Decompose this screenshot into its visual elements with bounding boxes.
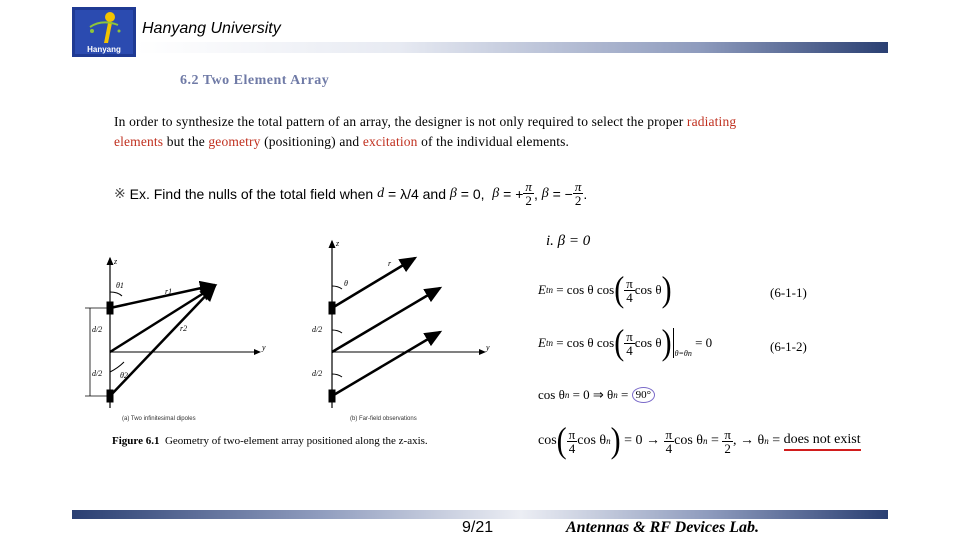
example-frac-1: $\frac{\pi}{2}$ — [525, 179, 532, 208]
figure-caption — [112, 435, 428, 447]
label-theta2: θ2 — [120, 371, 128, 380]
intro-paragraph — [114, 112, 854, 152]
label-r1: r1 — [165, 287, 173, 296]
label-z-b: z — [336, 239, 340, 248]
header-bar — [136, 42, 888, 53]
example-text-2: = λ/4 and — [384, 185, 450, 202]
logo-text: Hanyang — [87, 45, 121, 54]
para-text-4: of the individual elements. — [417, 134, 570, 149]
para-text-3: (positioning) and — [260, 134, 363, 149]
figure-b — [329, 241, 485, 408]
example-text-3: = 0, — [456, 185, 493, 202]
equation-1-number: (6-1-1) — [770, 285, 807, 300]
para-elements: elements — [114, 134, 164, 149]
label-z-a: z — [114, 257, 118, 266]
label-d2-d: d/2 — [312, 369, 323, 378]
example-comma: , — [533, 185, 542, 202]
example-text-5: = − — [548, 185, 573, 202]
para-geometry: geometry — [208, 134, 261, 149]
university-logo — [72, 7, 136, 57]
footer-bar — [72, 510, 888, 519]
equation-1: E tn = cos θ cos ( $\frac{\pi}{4}$ cos θ ) — [538, 269, 672, 310]
label-d2-a: d/2 — [92, 325, 103, 334]
para-excitation: excitation — [362, 134, 418, 149]
reference-mark: ※ — [114, 185, 126, 201]
lab-name: Antennas & RF Devices Lab. — [566, 519, 760, 536]
example-beta-3: β — [541, 185, 549, 201]
label-d2-c: d/2 — [312, 325, 323, 334]
slide-title: 6.2 Two Element Array — [180, 73, 330, 88]
subcaption-b: (b) Far-field observations — [350, 416, 417, 422]
label-d2-b: d/2 — [92, 369, 103, 378]
logo-graphic — [72, 7, 136, 57]
figure-a — [85, 258, 260, 408]
case-label: i. β = 0 — [546, 233, 591, 249]
university-name: Hanyang University — [142, 20, 281, 37]
ninety-degree-circle: 90° — [632, 387, 655, 403]
example-line — [114, 180, 587, 207]
does-not-exist-result: does not exist — [784, 432, 861, 451]
example-d: d — [377, 185, 385, 201]
label-r-b: r — [388, 259, 392, 268]
example-end: . — [583, 185, 588, 202]
figure-6-1 — [80, 236, 500, 426]
equation-4: cos ( $\frac{\pi}{4}$ cos θ n ) = 0 → $\frac{\pi}{4}$ cos θ n = $\frac{\pi}{2}$ , → θ n = does not exist — [538, 420, 861, 461]
label-r2: r2 — [180, 324, 188, 333]
para-radiating: radiating — [686, 114, 737, 129]
caption-bold: Figure 6.1 — [112, 435, 160, 447]
label-y-b: y — [486, 343, 490, 352]
example-text-4: = + — [499, 185, 524, 202]
label-y-a: y — [262, 343, 266, 352]
geometry-figure — [80, 236, 500, 426]
equation-2-number: (6-1-2) — [770, 339, 807, 354]
caption-text: Geometry of two-element array positioned along the z-axis. — [159, 435, 428, 447]
equation-2: E tn = cos θ cos ( $\frac{\pi}{4}$ cos θ ) $_{\theta=\theta n}$ = 0 — [538, 322, 713, 363]
para-text-2: but the — [163, 134, 209, 149]
para-text-1: In order to synthesize the total pattern of an array, the designer is not only required to select the proper — [114, 114, 687, 129]
example-frac-2: $\frac{\pi}{2}$ — [574, 179, 582, 208]
equation-3: cos θ n = 0 ⇒ θ n = 90° — [538, 387, 655, 403]
subcaption-a: (a) Two infinitesimal dipoles — [122, 416, 196, 422]
example-beta-2: β — [492, 185, 500, 201]
example-beta-1: β — [449, 185, 457, 201]
example-text-1: Ex. Find the nulls of the total field when — [125, 185, 378, 202]
page-number: 9/21 — [462, 519, 494, 536]
label-theta-b: θ — [344, 279, 348, 288]
label-theta1: θ1 — [116, 281, 124, 290]
